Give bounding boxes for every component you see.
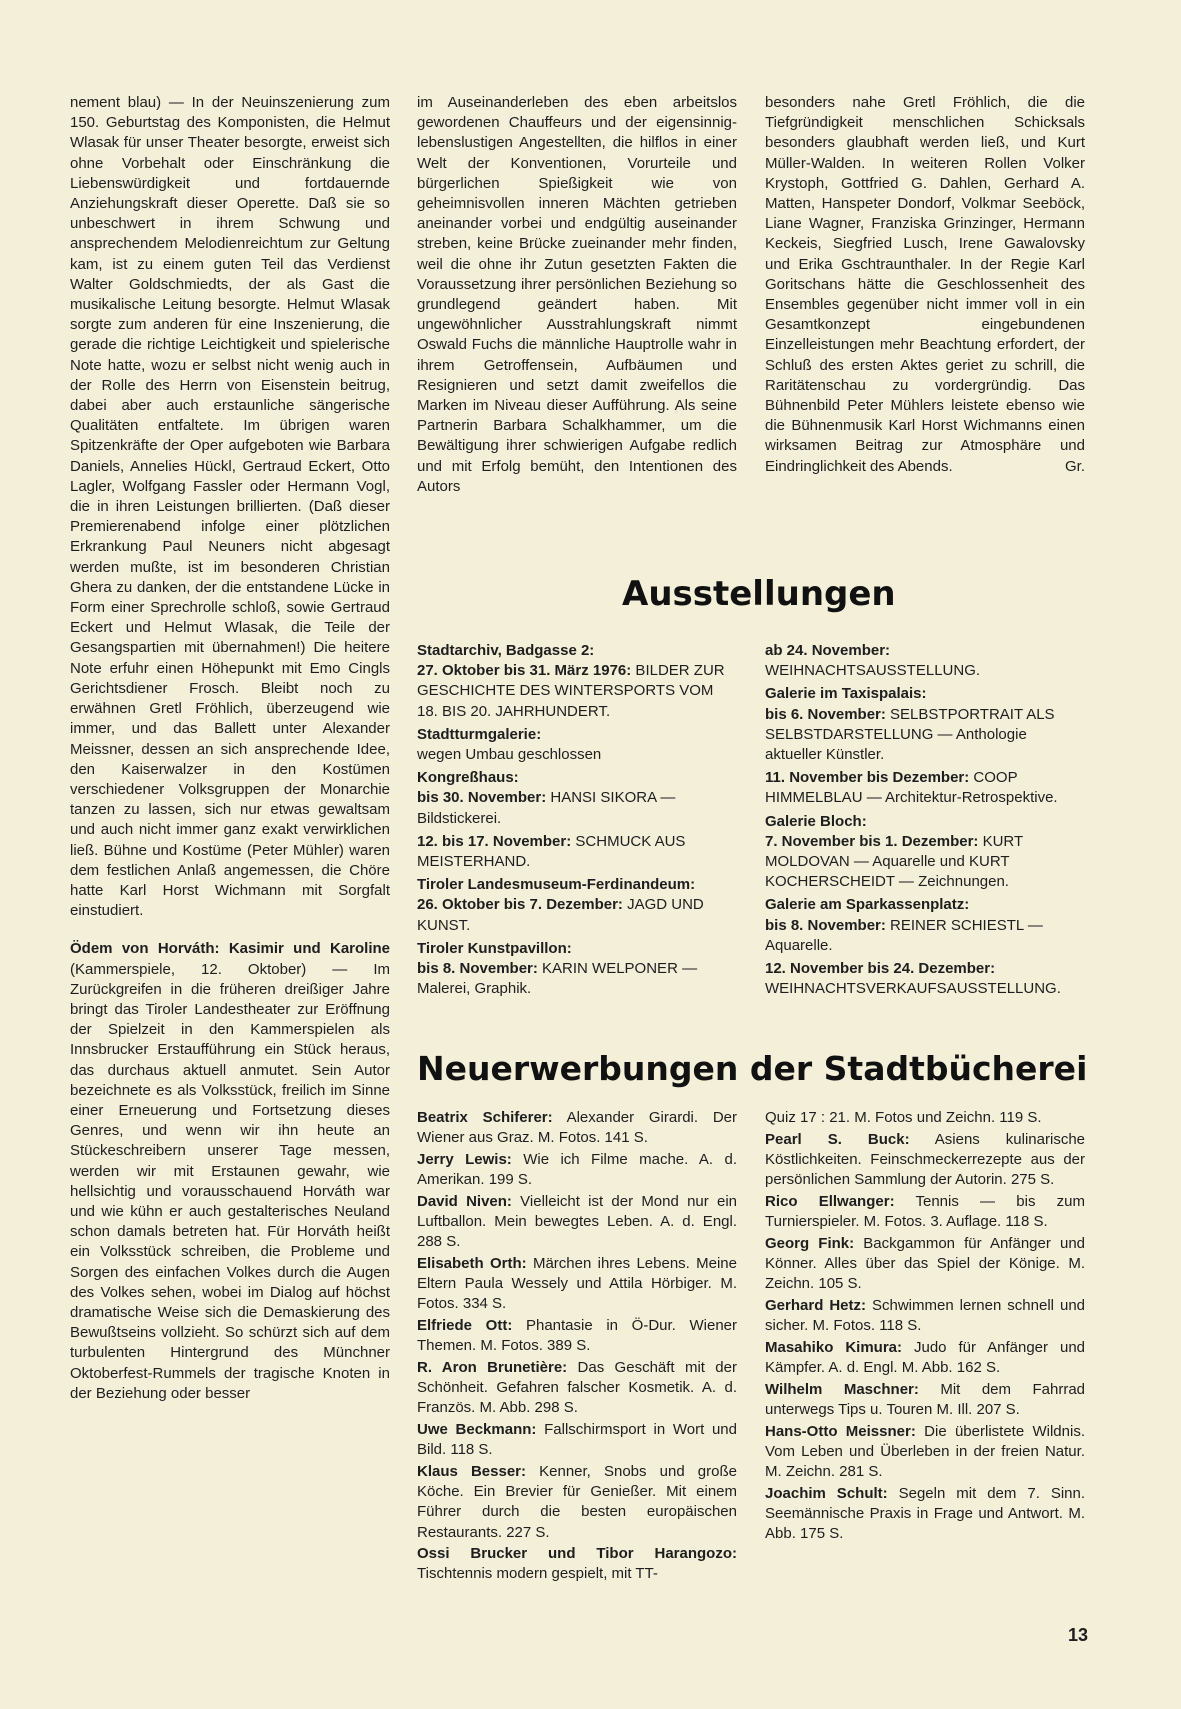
exhibition-venue: Tiroler Kunstpavillon: [417, 939, 572, 957]
review-column-right [765, 93, 1085, 477]
book-title: Märchen ihres Lebens. Meine Eltern Paula Wessely und Attila Hörbiger. M. Fotos. 334 S. [417, 1254, 737, 1313]
book-entry [417, 1462, 737, 1543]
book-entry [417, 1254, 737, 1315]
book-title: Judo für Anfänger und Kämpfer. A. d. Engl. M. Abb. 162 S. [765, 1338, 1086, 1376]
book-author: Georg Fink: [765, 1234, 855, 1252]
book-entry [417, 1420, 737, 1460]
exhibition-venue: Galerie Bloch: [765, 812, 867, 830]
exhibition-entry [765, 768, 1085, 808]
exhibition-title: KARIN WELPONER — Malerei, Graphik. [417, 960, 698, 998]
library-list-right [765, 1108, 1085, 1546]
exhibition-title: JAGD UND KUNST. [417, 896, 704, 934]
exhibition-date: bis 8. November: [765, 916, 886, 934]
exhibition-date: 11. November bis Dezember: [765, 769, 970, 787]
exhibition-venue: Stadtturmgalerie: [417, 725, 542, 743]
book-author: Hans-Otto Meissner: [765, 1422, 916, 1440]
book-author: R. Aron Brunetière: [417, 1358, 568, 1376]
exhibition-entry [765, 641, 1085, 681]
book-entry [765, 1422, 1085, 1483]
book-author: Wilhelm Maschner: [765, 1380, 919, 1398]
book-title: Wie ich Filme mache. A. d. Amerikan. 199 S. [417, 1150, 737, 1189]
exhibition-details [417, 661, 737, 722]
book-entry [765, 1484, 1085, 1545]
exhibition-title: COOP HIMMELBLAU — Architektur-Retrospektive. [765, 769, 1058, 807]
book-entry [765, 1192, 1085, 1232]
exhibition-date: bis 30. November: [417, 789, 547, 807]
exhibition-entry [417, 875, 737, 936]
exhibition-title: BILDER ZUR GESCHICHTE DES WINTERSPORTS VOM 18. BIS 20. JAHRHUNDERT. [417, 662, 725, 720]
book-title: Alexander Girardi. Der Wiener aus Graz. M. Fotos. 141 S. [417, 1109, 737, 1147]
book-author: Elfriede Ott: [417, 1317, 513, 1335]
exhibition-entry [765, 684, 1085, 765]
book-entry [417, 1150, 737, 1190]
exhibition-date: 26. Oktober bis 7. Dezember: [417, 896, 623, 914]
book-author: Rico Ellwanger: [765, 1192, 895, 1210]
book-title: Tischtennis modern gespielt, mit TT- [417, 1565, 658, 1583]
book-author: Masahiko Kimura: [765, 1338, 903, 1356]
exhibition-entry [417, 939, 737, 1000]
exhibition-venue: Galerie im Taxispalais: [765, 685, 927, 703]
book-author: Jerry Lewis: [417, 1150, 512, 1168]
exhibition-title: HANSI SIKORA — Bildstickerei. [417, 789, 676, 827]
book-entry [765, 1338, 1085, 1378]
book-title: Das Geschäft mit der Schönheit. Gefahren falscher Kosmetik. A. d. Französ. M. Abb. 298 S. [417, 1358, 737, 1417]
library-acquisitions-heading: Neuerwerbungen der Stadtbücherei [417, 1049, 1088, 1088]
exhibition-date: 7. November bis 1. Dezember: [765, 832, 979, 850]
exhibition-details [417, 895, 737, 935]
book-author: Joachim Schult: [765, 1484, 888, 1502]
book-entry [417, 1316, 737, 1356]
exhibitions-list-right [765, 641, 1085, 1002]
horvath-review-body: (Kammerspiele, 12. Oktober) — Im Zurückgreifen in die früheren dreißiger Jahre bringt das Tiroler Landestheater zur Eröffnung der Spielzeit in den Kammerspielen als Innsbrucker Erstaufführung ein Stück heraus, das durchaus aktuell anmutet. Sein Autor bezeichnete es als Volksstück, freilich im Sinne einer Erneuerung und Fortsetzung dieses Genres, und wenn wir ihn heute an Stückeschreibern unserer Tage messen, werden wir mit Erstaunen gewahr, wie hellsichtig und vorausschauend Horváth war und wie kühn er auch gestalterisches Neuland schon damals betreten hat. Für Horváth heißt ein Volksstück schreiben, die Probleme und Sorgen des einfachen Volkes durch die Augen des Volkes sehen, wobei im Dialog auf höchst dramatische Weise sich die Demaskierung des Bewußtseins vollzieht. So schürzt sich auf dem turbulenten Hintergrund des Münchner Oktoberfest-Rummels der tragische Knoten in der Beziehung oder besser [70, 960, 390, 1402]
book-title: Kenner, Snobs und große Köche. Ein Brevier für Genießer. Mit einem Führer durch die besten europäischen Restaurants. 227 S. [417, 1462, 737, 1541]
book-title: Schwimmen lernen schnell und sicher. M. Fotos. 118 S. [765, 1296, 1085, 1335]
review-signature: Gr. [1064, 457, 1085, 475]
exhibition-details [765, 768, 1085, 808]
book-author: Ossi Brucker und Tibor Harangozo: [417, 1545, 737, 1563]
book-title: Tennis — bis zum Turnierspieler. M. Fotos. 3. Auflage. 118 S. [765, 1192, 1085, 1231]
book-author: Gerhard Hetz: [765, 1296, 866, 1314]
exhibition-details [417, 788, 737, 828]
horvath-review-title: Ödem von Horváth: Kasimir und Karoline [70, 940, 390, 958]
exhibitions-heading: Ausstellungen [622, 574, 896, 614]
exhibition-details [417, 959, 737, 999]
exhibition-date: 27. Oktober bis 31. März 1976: [417, 662, 632, 680]
book-title: Phantasie in Ö-Dur. Wiener Themen. M. Fotos. 389 S. [417, 1317, 737, 1355]
book-entry [417, 1108, 737, 1148]
exhibition-details [765, 832, 1085, 893]
exhibitions-list-left [417, 641, 737, 1002]
book-entry [765, 1234, 1085, 1295]
horvath-review-paragraph [70, 939, 390, 1404]
exhibition-details [765, 641, 1085, 681]
book-title: Fallschirmsport in Wort und Bild. 118 S. [417, 1421, 737, 1459]
exhibition-date: ab 24. November: [765, 642, 891, 659]
review-continuation-text: besonders nahe Gretl Fröhlich, die die Tiefgründigkeit menschlichen Schicksals besonders glaubhaft werden ließ, und Kurt Müller-Walden. In weiteren Rollen Volker Krystoph, Gottfried G. Dahlen, Gerhard A. Matten, Hanspeter Dondorf, Volkmar Seeböck, Liane Wagner, Franziska Grinzinger, Hermann Keckeis, Siegfried Lusch, Irene Gawalovsky und Erika Gschtraunthaler. In der Regie Karl Goritschans hätte die Geschlossenheit des Ensembles gegenüber nicht immer voll in ein Gesamtkonzept eingebundenen Einzelleistungen mehr Beachtung erfordert, der Schluß des ersten Aktes geriet zu schrill, die Raritätenschau zu vordergründig. Das Bühnenbild Peter Mühlers leistete ebenso wie die Bühnenmusik Karl Horst Wichmanns einen wirksamen Beitrag zur Atmosphäre und Eindringlichkeit des Abends. [765, 94, 1085, 475]
book-entry [765, 1380, 1085, 1420]
book-entry [765, 1108, 1085, 1128]
book-author: Pearl S. Buck: [765, 1130, 910, 1148]
book-title: Die überlistete Wildnis. Vom Leben und Überleben in der freien Natur. M. Zeichn. 281 S. [765, 1422, 1085, 1480]
exhibition-title: SELBSTPORTRAIT ALS SELBSTDARSTELLUNG — Anthologie aktueller Künstler. [765, 705, 1055, 764]
book-entry [765, 1130, 1085, 1191]
exhibition-entry [765, 895, 1085, 956]
book-title: Vielleicht ist der Mond nur ein Luftballon. Mein bewegtes Leben. A. d. Engl. 288 S. [417, 1192, 738, 1251]
exhibition-entry [417, 641, 737, 722]
review-continuation-middle: im Auseinanderleben des eben arbeitslos gewordenen Chauffeurs und der eigensinnig-lebenslustigen Angestellten, die hilflos in einer Welt der Konventionen, Vorurteile und bürgerlichen Spießigkeit wie von geheimnisvollen inneren Mächten getrieben aneinander vorbei und endgültig auseinander streben, keine Brücke zueinander mehr finden, weil die ohne ihr Zutun gesetzten Fakten die Voraussetzung ihrer persönlichen Beziehung so grundlegend geändert haben. Mit ungewöhnlicher Ausstrahlungskraft nimmt Oswald Fuchs die männliche Hauptrolle wahr in ihrem Getroffensein, Aufbäumen und Resignieren und setzt damit zweifellos die Marken im Niveau dieser Aufführung. Als seine Partnerin Barbara Schalkhammer, um die Bewältigung ihrer schwierigen Aufgabe redlich und mit Erfolg bemüht, den Intentionen des Autors [417, 94, 737, 495]
exhibition-entry [417, 725, 737, 765]
exhibition-venue: Kongreßhaus: [417, 769, 519, 787]
book-title: Asiens kulinarische Köstlichkeiten. Feinschmeckerrezepte aus der persönlichen Sammlung der Autorin. 275 S. [765, 1130, 1085, 1189]
exhibition-entry [765, 959, 1085, 999]
review-continuation-right [765, 93, 1085, 477]
exhibition-title: WEIHNACHTSAUSSTELLUNG. [765, 662, 981, 680]
exhibition-entry [765, 812, 1085, 893]
book-entry [417, 1358, 737, 1419]
exhibition-date: bis 8. November: [417, 960, 538, 978]
fledermaus-review-paragraph: nement blau) — In der Neuinszenierung zum 150. Geburtstag des Komponisten, die Helmut Wlasak für unser Theater besorgte, erweist sich ohne Vorbehalt oder Einschränkung die Liebenswürdigkeit und fortdauernde Anziehungskraft dieser Operette. Daß sie so unbeschwert in ihrem Schwung und ansprechendem Melodienreichtum zur Geltung kam, ist zu einem guten Teil das Verdienst Walter Goldschmiedts, der als Gast die musikalische Leitung besorgte. Helmut Wlasak sorgte zum anderen für eine Inszenierung, die gerade die richtige Leichtigkeit und spielerische Note hatte, wozu er selbst nicht wenig auch in der Rolle des Herrn von Eisenstein beitrug, dabei aber auch erstaunliche sängerische Qualitäten entfaltete. Im übrigen waren Spitzenkräfte der Oper aufgeboten wie Barbara Daniels, Annelies Hückl, Gertraud Eckert, Otto Lagler, Wolfgang Fassler oder Hermann Vogl, die in ihren Leistungen brillierten. (Daß dieser Premierenabend infolge einer plötzlichen Erkrankung Paul Neuners nicht abgesagt werden mußte, ist im besonderen Christian Ghera zu danken, der die entstandene Lücke in Form einer Sprechrolle schloß, sowie Gertraud Eckert und Helmut Wlasak, die Teile der Gesangspartien mit übernahmen!) Die heitere Note erfuhr einen Höhepunkt mit Emo Cingls Gerichtsdiener Frosch. Bleibt noch zu erwähnen Gretl Fröhlich, überzeugend wie immer, und das Ballett unter Alexander Meissner, dessen an sich ansprechende Idee, den Kaiserwalzer in den Kostümen verschiedener Volksgruppen der Monarchie tanzen zu lassen, sich nur etwas gewaltsam und auch nicht immer ganz exakt verwirklichen ließ. Bühne und Kostüme (Peter Mühler) waren dem festlichen Anlaß angemessen, die Chöre hatte Karl Horst Wichmann mit Sorgfalt einstudiert. [70, 94, 390, 920]
book-author: Elisabeth Orth: [417, 1254, 527, 1272]
library-list-left [417, 1108, 737, 1586]
exhibition-details [765, 705, 1085, 766]
exhibition-title: KURT MOLDOVAN — Aquarelle und KURT KOCHERSCHEIDT — Zeichnungen. [765, 832, 1023, 891]
exhibition-details [417, 832, 737, 872]
review-column-left [70, 93, 390, 1404]
page-number: 13 [1067, 1625, 1088, 1645]
book-title: Quiz 17 : 21. M. Fotos und Zeichn. 119 S. [765, 1109, 1042, 1126]
book-title: Backgammon für Anfänger und Könner. Alles über das Spiel der Könige. M. Zeichn. 105 S. [765, 1234, 1086, 1293]
exhibition-details [765, 916, 1085, 956]
book-entry [417, 1544, 737, 1584]
exhibition-entry [417, 832, 737, 872]
exhibition-title: REINER SCHIESTL — Aquarelle. [765, 916, 1043, 954]
book-title: Segeln mit dem 7. Sinn. Seemännische Praxis in Frage und Antwort. M. Abb. 175 S. [765, 1484, 1086, 1543]
exhibition-details [765, 959, 1085, 999]
exhibition-date: 12. bis 17. November: [417, 832, 572, 850]
exhibition-venue: Stadtarchiv, Badgasse 2: [417, 642, 595, 659]
review-column-middle [417, 93, 737, 497]
book-entry [765, 1296, 1085, 1336]
book-entry [417, 1192, 737, 1253]
exhibition-details [417, 745, 737, 765]
book-author: Klaus Besser: [417, 1462, 527, 1480]
book-author: Uwe Beckmann: [417, 1421, 537, 1439]
exhibition-title: wegen Umbau geschlossen [417, 746, 602, 764]
book-title: Mit dem Fahrrad unterwegs Tips u. Touren M. Ill. 207 S. [765, 1380, 1085, 1418]
exhibition-date: 12. November bis 24. Dezember: [765, 960, 996, 978]
book-author: Beatrix Schiferer: [417, 1109, 553, 1126]
book-author: David Niven: [417, 1192, 512, 1210]
exhibition-title: WEIHNACHTSVERKAUFSAUSSTELLUNG. [765, 980, 1061, 998]
exhibition-title: SCHMUCK AUS MEISTERHAND. [417, 832, 686, 871]
exhibition-date: bis 6. November: [765, 705, 886, 723]
exhibition-entry [417, 768, 737, 829]
exhibition-venue: Tiroler Landesmuseum-Ferdinandeum: [417, 876, 696, 894]
exhibition-venue: Galerie am Sparkassenplatz: [765, 896, 970, 914]
